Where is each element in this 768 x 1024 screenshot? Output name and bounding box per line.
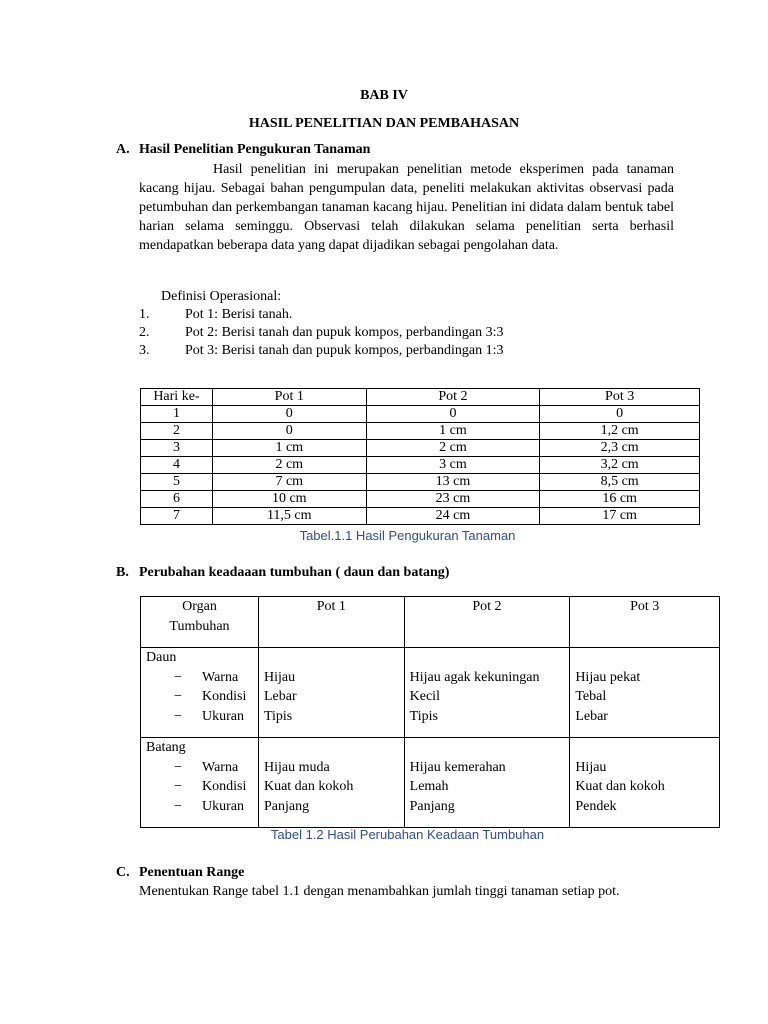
table-cell: 1 cm — [212, 440, 366, 457]
table-cell: Hijau agak kekuningan Kecil Tipis — [404, 648, 570, 738]
plant-condition-table — [140, 596, 720, 828]
section-c-letter: C. — [116, 865, 130, 880]
table-cell: 1 cm — [366, 423, 540, 440]
section-b-heading: Perubahan keadaaan tumbuhan ( daun dan batang) — [139, 565, 450, 580]
table-cell: 2 — [141, 423, 213, 440]
table-row-daun — [141, 648, 720, 738]
table-header-cell: Pot 2 — [404, 597, 570, 648]
definition-num: 1. — [139, 307, 150, 322]
table-cell: 13 cm — [366, 474, 540, 491]
table-row — [141, 423, 700, 440]
definition-item — [139, 306, 699, 324]
table-cell: 2 cm — [212, 457, 366, 474]
definition-item — [139, 342, 699, 360]
table-cell: 10 cm — [212, 491, 366, 508]
table-cell: 6 — [141, 491, 213, 508]
table-row — [141, 491, 700, 508]
table-header-cell: Pot 3 — [570, 597, 720, 648]
table-cell: Hijau kemerahan Lemah Panjang — [404, 738, 570, 828]
definition-text: Pot 3: Berisi tanah dan pupuk kompos, perbandingan 1:3 — [185, 343, 504, 358]
section-c-text: Menentukan Range tabel 1.1 dengan menambahkan jumlah tinggi tanaman setiap pot. — [139, 884, 620, 899]
table-cell: 2,3 cm — [540, 440, 700, 457]
table-header-cell: Pot 3 — [540, 389, 700, 406]
definition-num: 2. — [139, 325, 150, 340]
definition-text: Pot 2: Berisi tanah dan pupuk kompos, perbandingan 3:3 — [185, 325, 504, 340]
table-cell: 17 cm — [540, 508, 700, 525]
attr-item: − Kondisi — [174, 687, 253, 707]
definition-text: Pot 1: Berisi tanah. — [185, 307, 293, 322]
table-header-row — [141, 389, 700, 406]
table-cell: 3,2 cm — [540, 457, 700, 474]
section-a-heading: Hasil Penelitian Pengukuran Tanaman — [139, 142, 371, 157]
table-cell: 0 — [212, 406, 366, 423]
definition-item — [139, 324, 699, 342]
table-cell: 2 cm — [366, 440, 540, 457]
table-row — [141, 440, 700, 457]
table-header-cell: Hari ke- — [141, 389, 213, 406]
table-cell: 8,5 cm — [540, 474, 700, 491]
table-header-cell — [141, 597, 259, 648]
table-cell: 23 cm — [366, 491, 540, 508]
attr-item: − Ukuran — [174, 707, 253, 727]
chapter-number: BAB IV — [360, 88, 408, 103]
organ-label: Daun — [146, 650, 177, 665]
table-cell: 0 — [366, 406, 540, 423]
section-a-paragraph: Hasil penelitian ini merupakan penelitian metode eksperimen pada tanaman kacang hijau. Sebagai bahan pengumpulan data, peneliti melakukan aktivitas observasi pada petumbuhan dan perkembangan tanaman kacang hijau. Penelitian ini didata dalam bentuk tabel harian selama seminggu. Observasi telah dilakukan selama penelitian serta berhasil mendapatkan beberapa data yang dapat dijadikan sebagai pengolahan data. — [139, 162, 674, 253]
chapter-title: HASIL PENELITIAN DAN PEMBAHASAN — [248, 116, 520, 131]
table-row — [141, 474, 700, 491]
table-header-cell: Pot 1 — [258, 597, 404, 648]
table-header-cell: Pot 2 — [366, 389, 540, 406]
table-cell: Hijau pekat Tebal Lebar — [570, 648, 720, 738]
attr-item: − Kondisi — [174, 777, 253, 797]
definition-list — [139, 288, 699, 360]
section-b-letter: B. — [116, 565, 129, 580]
table-cell: 0 — [212, 423, 366, 440]
table-row — [141, 508, 700, 525]
section-a-letter: A. — [116, 142, 130, 157]
table-cell: 4 — [141, 457, 213, 474]
table-cell: 16 cm — [540, 491, 700, 508]
table-cell: 3 cm — [366, 457, 540, 474]
table-cell: 7 cm — [212, 474, 366, 491]
table-cell: Hijau muda Kuat dan kokoh Panjang — [258, 738, 404, 828]
table-header-row — [141, 597, 720, 648]
table-cell: 1,2 cm — [540, 423, 700, 440]
table-cell: Hijau Lebar Tipis — [258, 648, 404, 738]
table-cell: 0 — [540, 406, 700, 423]
table-header-cell: Pot 1 — [212, 389, 366, 406]
attr-item: − Warna — [174, 668, 253, 688]
table-row — [141, 457, 700, 474]
attr-item: − Ukuran — [174, 797, 253, 817]
attr-item: − Warna — [174, 758, 253, 778]
organ-header-line2: Tumbuhan — [169, 618, 230, 634]
table-cell: 24 cm — [366, 508, 540, 525]
table1-caption: Tabel.1.1 Hasil Pengukuran Tanaman — [299, 528, 516, 543]
table-cell: 3 — [141, 440, 213, 457]
table-row — [141, 406, 700, 423]
definition-num: 3. — [139, 343, 150, 358]
plant-measurement-table — [140, 388, 700, 525]
organ-header-line1: Organ — [182, 599, 217, 614]
table2-caption: Tabel 1.2 Hasil Perubahan Keadaan Tumbuhan — [270, 827, 545, 842]
table-cell — [141, 738, 259, 828]
table-cell: 11,5 cm — [212, 508, 366, 525]
table-cell: 5 — [141, 474, 213, 491]
table-cell: Hijau Kuat dan kokoh Pendek — [570, 738, 720, 828]
definition-title: Definisi Operasional: — [161, 289, 282, 304]
section-c-heading: Penentuan Range — [139, 865, 245, 880]
organ-label: Batang — [146, 740, 186, 755]
table-cell: 1 — [141, 406, 213, 423]
table-row-batang — [141, 738, 720, 828]
table-cell — [141, 648, 259, 738]
table-cell: 7 — [141, 508, 213, 525]
